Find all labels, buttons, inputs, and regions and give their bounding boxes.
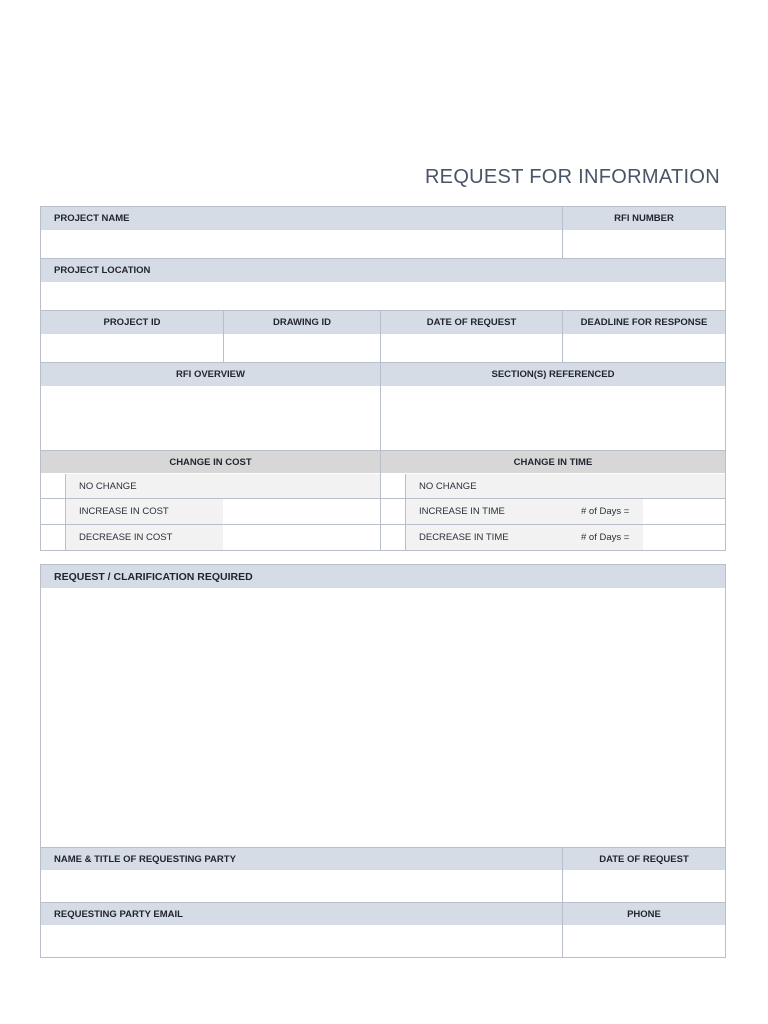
grid-line: [562, 311, 563, 363]
grid-line: [65, 474, 66, 550]
sections-referenced-field[interactable]: [381, 387, 725, 450]
grid-line: [562, 848, 563, 957]
date-of-request-2-header: DATE OF REQUEST: [563, 848, 725, 870]
deadline-header: DEADLINE FOR RESPONSE: [563, 311, 725, 334]
time-decrease-checkbox[interactable]: [381, 525, 405, 550]
cost-decrease-checkbox[interactable]: [41, 525, 65, 550]
rfi-number-field[interactable]: [563, 231, 725, 258]
request-clarification-field[interactable]: [41, 589, 725, 847]
project-name-field[interactable]: [41, 231, 562, 258]
time-increase-days-field[interactable]: [643, 499, 725, 524]
grid-line: [41, 498, 725, 499]
name-title-header: NAME & TITLE OF REQUESTING PARTY: [41, 848, 562, 870]
deadline-field[interactable]: [563, 335, 725, 362]
time-decrease-days-label: # of Days =: [571, 525, 643, 550]
request-table: [40, 564, 726, 958]
project-location-header: PROJECT LOCATION: [41, 259, 725, 282]
project-location-field[interactable]: [41, 283, 725, 310]
rfi-overview-field[interactable]: [41, 387, 380, 450]
drawing-id-header: DRAWING ID: [224, 311, 380, 334]
grid-line: [41, 310, 725, 311]
cost-decrease-amount-field[interactable]: [224, 525, 380, 550]
grid-line: [41, 258, 725, 259]
time-no-change-checkbox[interactable]: [381, 474, 405, 498]
time-no-change-label: NO CHANGE: [406, 474, 725, 498]
grid-line: [562, 207, 563, 259]
grid-line: [223, 311, 224, 363]
change-in-cost-header: CHANGE IN COST: [41, 451, 380, 473]
phone-header: PHONE: [563, 903, 725, 925]
date-of-request-field[interactable]: [381, 335, 562, 362]
time-decrease-days-field[interactable]: [643, 525, 725, 550]
grid-line: [405, 474, 406, 550]
cost-increase-checkbox[interactable]: [41, 499, 65, 524]
page-title: REQUEST FOR INFORMATION: [424, 166, 720, 188]
request-clarification-header: REQUEST / CLARIFICATION REQUIRED: [41, 565, 725, 588]
cost-no-change-checkbox[interactable]: [41, 474, 65, 498]
grid-line: [41, 847, 725, 848]
grid-line: [41, 450, 725, 451]
project-id-field[interactable]: [41, 335, 223, 362]
grid-line: [41, 524, 725, 525]
rfi-number-header: RFI NUMBER: [563, 207, 725, 230]
time-increase-label: INCREASE IN TIME: [406, 499, 571, 524]
email-header: REQUESTING PARTY EMAIL: [41, 903, 562, 925]
cost-decrease-label: DECREASE IN COST: [66, 525, 223, 550]
rfi-details-table: [40, 206, 726, 551]
grid-line: [41, 902, 725, 903]
rfi-overview-header: RFI OVERVIEW: [41, 363, 380, 386]
grid-line: [41, 362, 725, 363]
phone-field[interactable]: [563, 926, 725, 957]
grid-line: [380, 311, 381, 550]
cost-increase-amount-field[interactable]: [224, 499, 380, 524]
email-field[interactable]: [41, 926, 562, 957]
time-decrease-label: DECREASE IN TIME: [406, 525, 571, 550]
cost-increase-label: INCREASE IN COST: [66, 499, 223, 524]
change-in-time-header: CHANGE IN TIME: [381, 451, 725, 473]
time-increase-days-label: # of Days =: [571, 499, 643, 524]
date-of-request-header: DATE OF REQUEST: [381, 311, 562, 334]
name-title-field[interactable]: [41, 871, 562, 902]
drawing-id-field[interactable]: [224, 335, 380, 362]
sections-referenced-header: SECTION(S) REFERENCED: [381, 363, 725, 386]
time-increase-checkbox[interactable]: [381, 499, 405, 524]
project-id-header: PROJECT ID: [41, 311, 223, 334]
date-of-request-2-field[interactable]: [563, 871, 725, 902]
cost-no-change-label: NO CHANGE: [66, 474, 380, 498]
project-name-header: PROJECT NAME: [41, 207, 562, 230]
